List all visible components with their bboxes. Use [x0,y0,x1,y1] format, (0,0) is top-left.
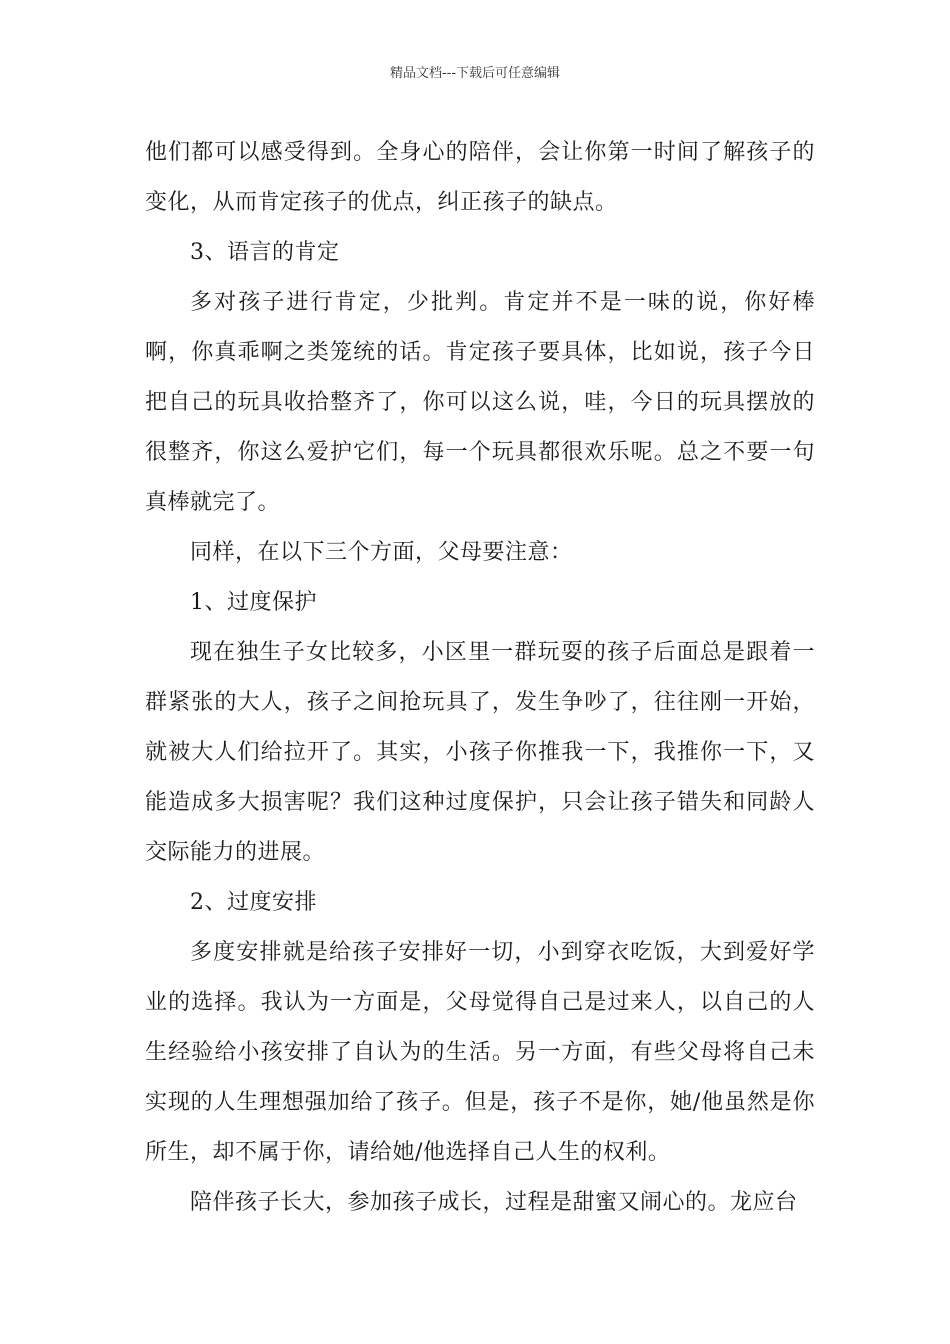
paragraph-over-protection: 现在独生子女比较多，小区里一群玩耍的孩子后面总是跟着一群紧张的大人，孩子之间抢玩具了，发生争吵了，往往刚一开始，就被大人们给拉开了。其实，小孩子你推我一下，我推你一下，又能造成多大损害呢？我们这种过度保护，只会让孩子错失和同龄人交际能力的进展。 [145,640,815,865]
heading-language-affirmation: 3、语言的肯定 [190,240,340,265]
paragraph-continuation: 他们都可以感受得到。全身心的陪伴，会让你第一时间了解孩子的变化，从而肯定孩子的优点，纠正孩子的缺点。 [145,140,815,215]
document-body [145,128,815,1228]
paragraph-three-aspects: 同样，在以下三个方面，父母要注意： [190,540,573,565]
heading-over-protection: 1、过度保护 [190,590,317,615]
paragraph-affirmation: 多对孩子进行肯定，少批判。肯定并不是一味的说，你好棒啊，你真乖啊之类笼统的话。肯定孩子要具体，比如说，孩子今日把自己的玩具收拾整齐了，你可以这么说，哇，今日的玩具摆放的很整齐，你这么爱护它们，每一个玩具都很欢乐呢。总之不要一句真棒就完了。 [145,290,815,515]
heading-over-arrangement: 2、过度安排 [190,890,317,915]
paragraph-accompany: 陪伴孩子长大，参加孩子成长，过程是甜蜜又闹心的。龙应台 [190,1190,798,1215]
page-header: 精品文档---下载后可任意编辑 [389,66,561,81]
paragraph-over-arrangement: 多度安排就是给孩子安排好一切，小到穿衣吃饭，大到爱好学业的选择。我认为一方面是，父母觉得自己是过来人，以自己的人生经验给小孩安排了自认为的生活。另一方面，有些父母将自己未实现的人生理想强加给了孩子。但是，孩子不是你，她/他虽然是你所生，却不属于你，请给她/他选择自己人生的权利。 [145,940,815,1165]
